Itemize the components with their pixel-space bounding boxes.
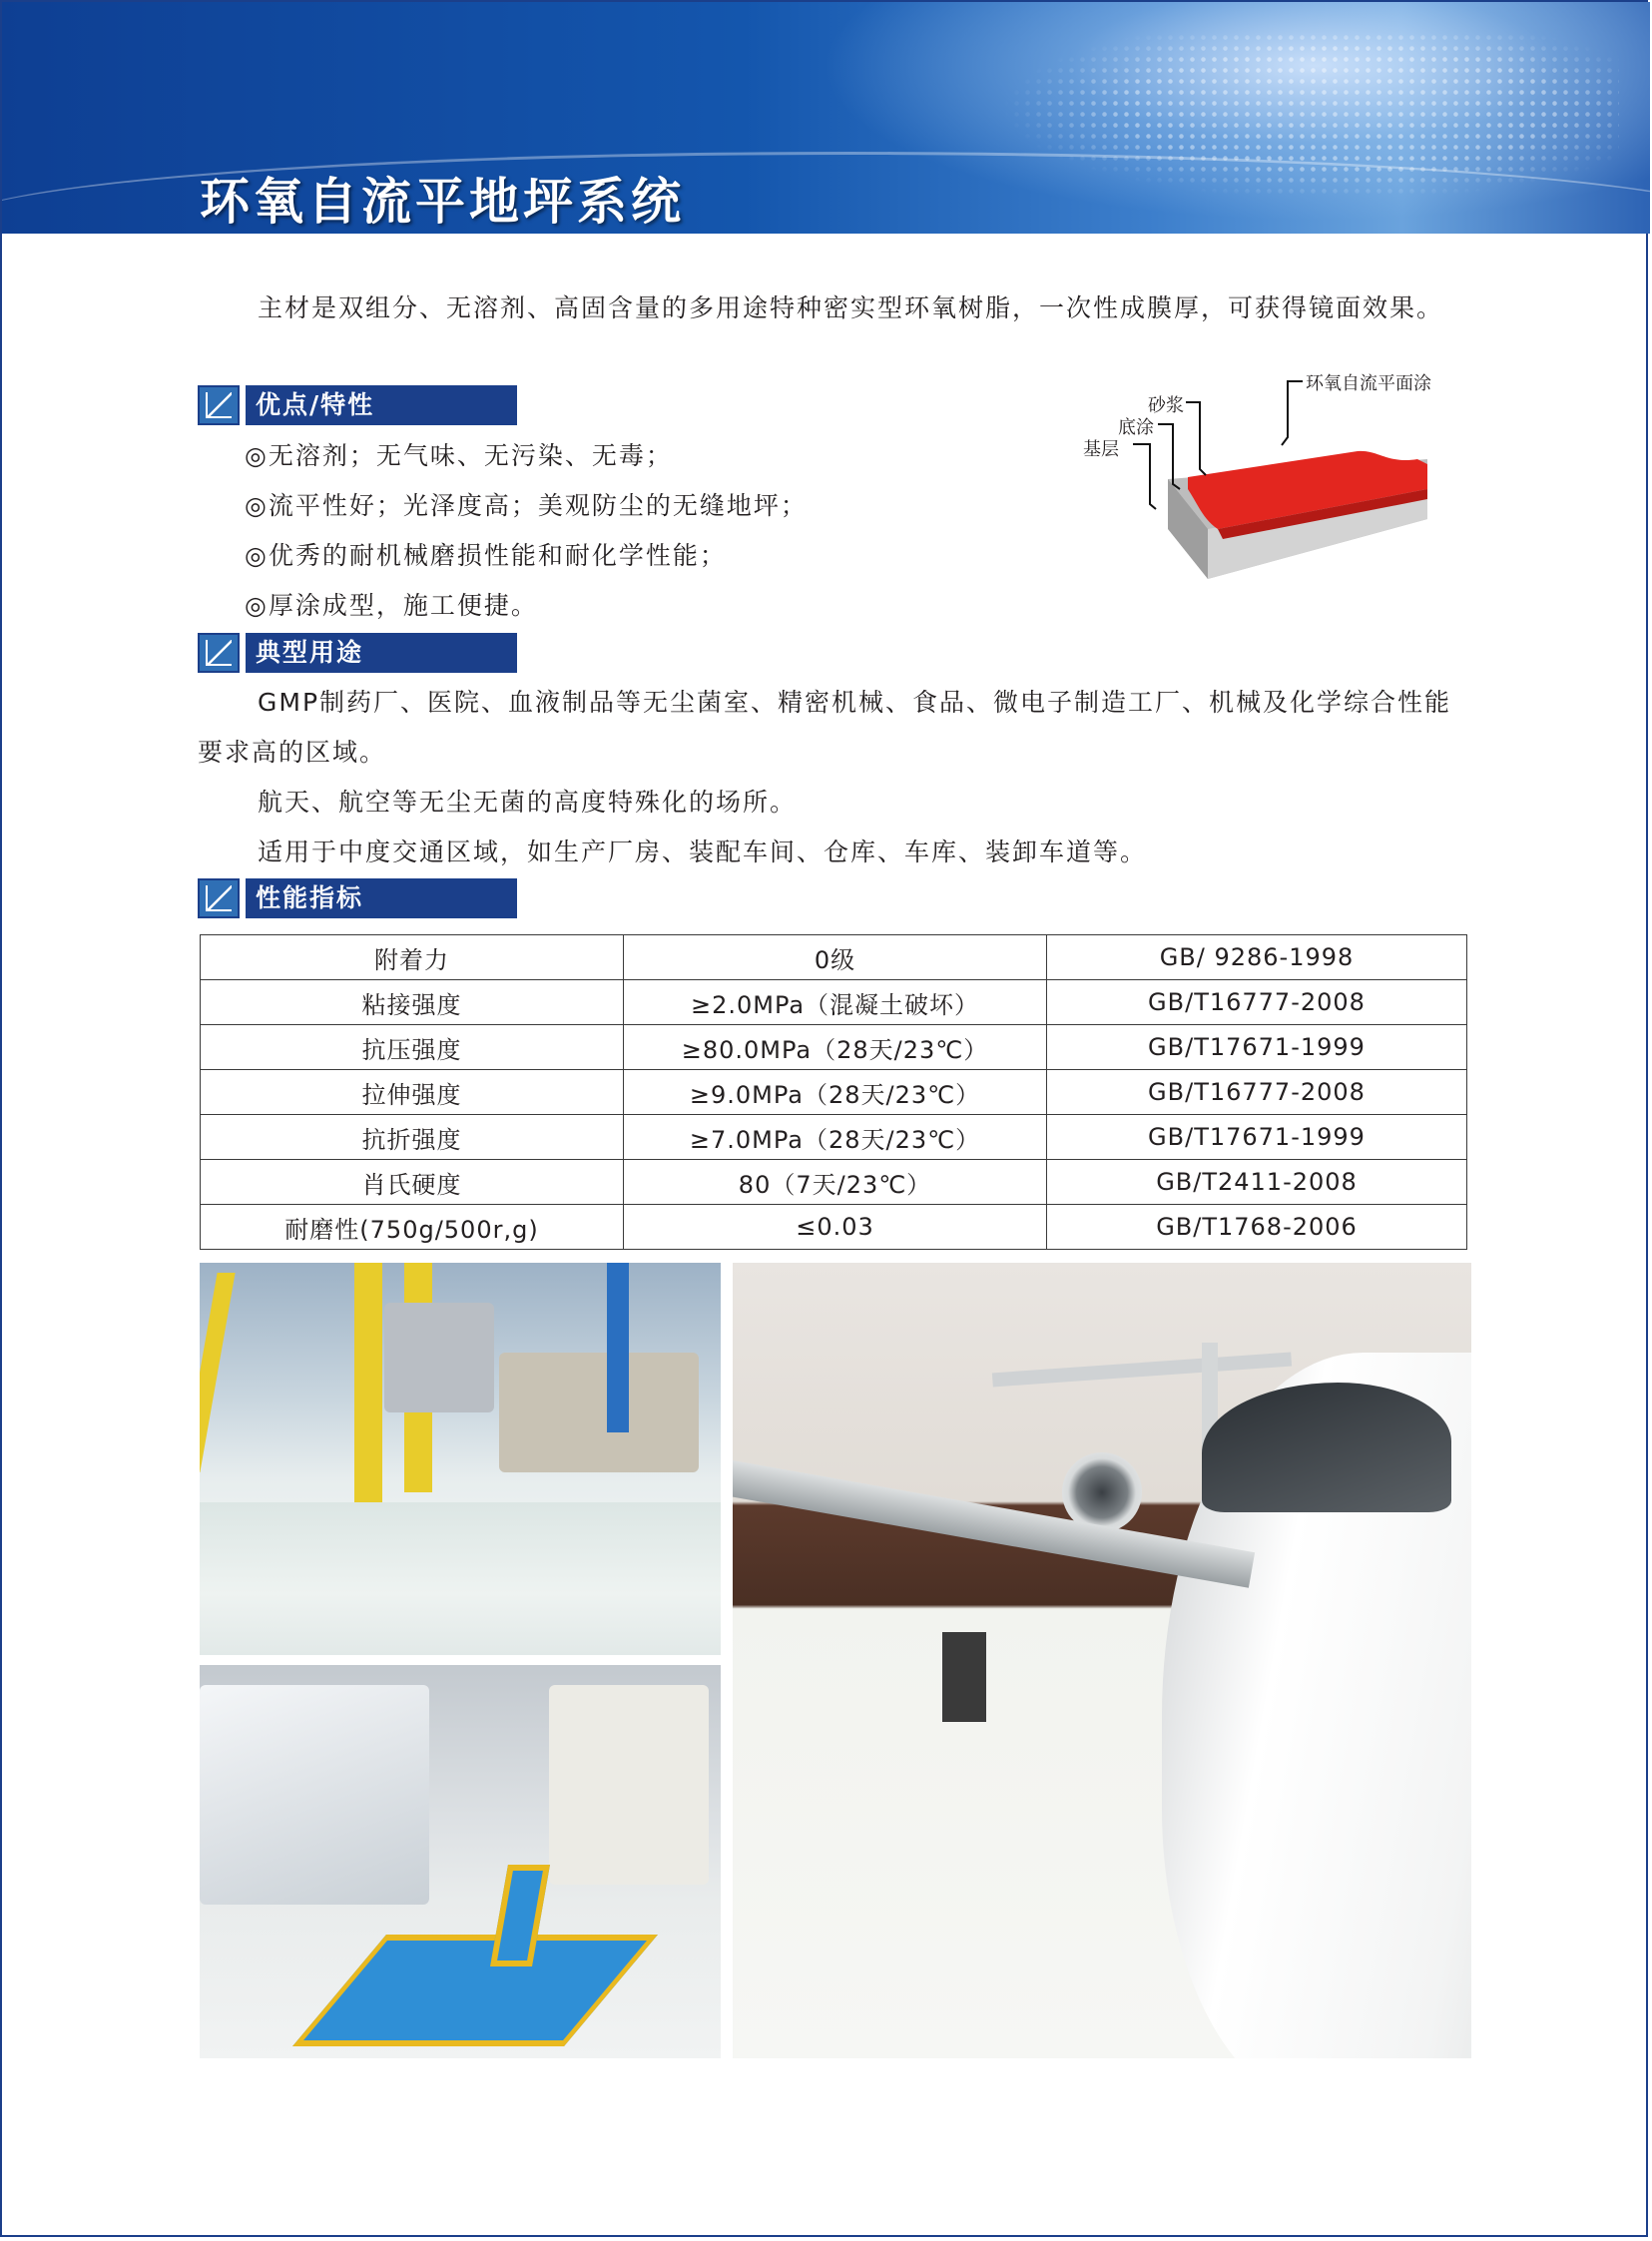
machine <box>499 1353 699 1472</box>
leader-mortar <box>1186 402 1206 475</box>
table-cell: 耐磨性(750g/500r,g) <box>201 1205 624 1250</box>
table-cell: GB/ 9286-1998 <box>1047 935 1467 980</box>
wrapped-equipment <box>200 1685 429 1905</box>
page-title: 环氧自流平地坪系统 <box>200 173 685 231</box>
table-row <box>201 1115 1467 1160</box>
white-cabinet <box>549 1685 709 1885</box>
table-cell: 拉伸强度 <box>201 1070 624 1115</box>
aircraft-hangar-photo <box>733 1263 1471 2058</box>
intro-paragraph: 主材是双组分、无溶剂、高固含量的多用途特种密实型环氧树脂，一次性成膜厚，可获得镜面效果。 <box>258 293 1444 322</box>
label-mortar: 砂浆 <box>1148 395 1184 416</box>
table-row <box>201 980 1467 1025</box>
list-item: ◎无溶剂；无气味、无污染、无毒； <box>245 441 673 470</box>
table-cell: 抗压强度 <box>201 1025 624 1070</box>
section-heading-usage <box>198 633 517 673</box>
label-primer: 底涂 <box>1118 417 1154 438</box>
table-cell: 附着力 <box>201 935 624 980</box>
blue-floor-marking <box>292 1935 658 2046</box>
usage-paragraph: GMP制药厂、医院、血液制品等无尘菌室、精密机械、食品、微电子制造工厂、机械及化学综合性能要求高的区域。 <box>198 688 1452 767</box>
label-topcoat: 环氧自流平面涂 <box>1306 373 1431 394</box>
landing-gear <box>942 1632 986 1722</box>
cleanroom-photo <box>200 1665 721 2058</box>
aircraft-tail <box>992 1353 1292 1388</box>
glossy-floor <box>200 1502 721 1655</box>
features-list <box>245 431 808 631</box>
section-icon <box>198 878 240 918</box>
blue-column <box>607 1263 629 1432</box>
list-item: ◎优秀的耐机械磨损性能和耐化学性能； <box>245 541 727 570</box>
section-heading-performance <box>198 878 517 918</box>
table-cell: ≥9.0MPa（28天/23℃） <box>624 1070 1047 1115</box>
layer-diagram-illustration <box>1078 369 1497 589</box>
table-cell: GB/T2411-2008 <box>1047 1160 1467 1205</box>
factory-floor-photo <box>200 1263 721 1655</box>
table-row <box>201 1070 1467 1115</box>
table-cell: GB/T16777-2008 <box>1047 1070 1467 1115</box>
table-cell: ≥7.0MPa（28天/23℃） <box>624 1115 1047 1160</box>
table-row <box>201 1160 1467 1205</box>
section-heading-label: 性能指标 <box>246 878 517 918</box>
table-cell: 肖氏硬度 <box>201 1160 624 1205</box>
aircraft-windshield <box>1202 1383 1451 1512</box>
section-icon <box>198 385 240 425</box>
leader-topcoat <box>1282 381 1303 445</box>
section-icon <box>198 633 240 673</box>
table-cell: ≥80.0MPa（28天/23℃） <box>624 1025 1047 1070</box>
table-cell: 抗折强度 <box>201 1115 624 1160</box>
section-heading-features <box>198 385 517 425</box>
table-cell: 80（7天/23℃） <box>624 1160 1047 1205</box>
machine <box>384 1303 494 1412</box>
yellow-column <box>354 1263 382 1502</box>
table-cell: 粘接强度 <box>201 980 624 1025</box>
table-cell: ≥2.0MPa（混凝土破坏） <box>624 980 1047 1025</box>
section-heading-label: 优点/特性 <box>246 385 517 425</box>
table-cell: GB/T17671-1999 <box>1047 1025 1467 1070</box>
leader-substrate <box>1133 444 1156 509</box>
usage-paragraph: 航天、航空等无尘无菌的高度特殊化的场所。 <box>258 788 798 817</box>
label-substrate: 基层 <box>1083 439 1119 460</box>
header-banner <box>2 2 1650 234</box>
section-heading-label: 典型用途 <box>246 633 517 673</box>
table-cell: ≤0.03 <box>624 1205 1047 1250</box>
yellow-ladder <box>200 1273 236 1472</box>
table-row <box>201 935 1467 980</box>
table-row <box>201 1205 1467 1250</box>
list-item: ◎厚涂成型，施工便捷。 <box>245 591 538 620</box>
usage-paragraph: 适用于中度交通区域，如生产厂房、装配车间、仓库、车库、装卸车道等。 <box>258 838 1148 866</box>
performance-table <box>200 934 1467 1250</box>
table-row <box>201 1025 1467 1070</box>
table-cell: GB/T17671-1999 <box>1047 1115 1467 1160</box>
aircraft-wing <box>733 1455 1255 1588</box>
layer-diagram <box>1078 369 1497 589</box>
table-cell: GB/T1768-2006 <box>1047 1205 1467 1250</box>
list-item: ◎流平性好；光泽度高；美观防尘的无缝地坪； <box>245 491 808 520</box>
table-cell: GB/T16777-2008 <box>1047 980 1467 1025</box>
table-cell: 0级 <box>624 935 1047 980</box>
